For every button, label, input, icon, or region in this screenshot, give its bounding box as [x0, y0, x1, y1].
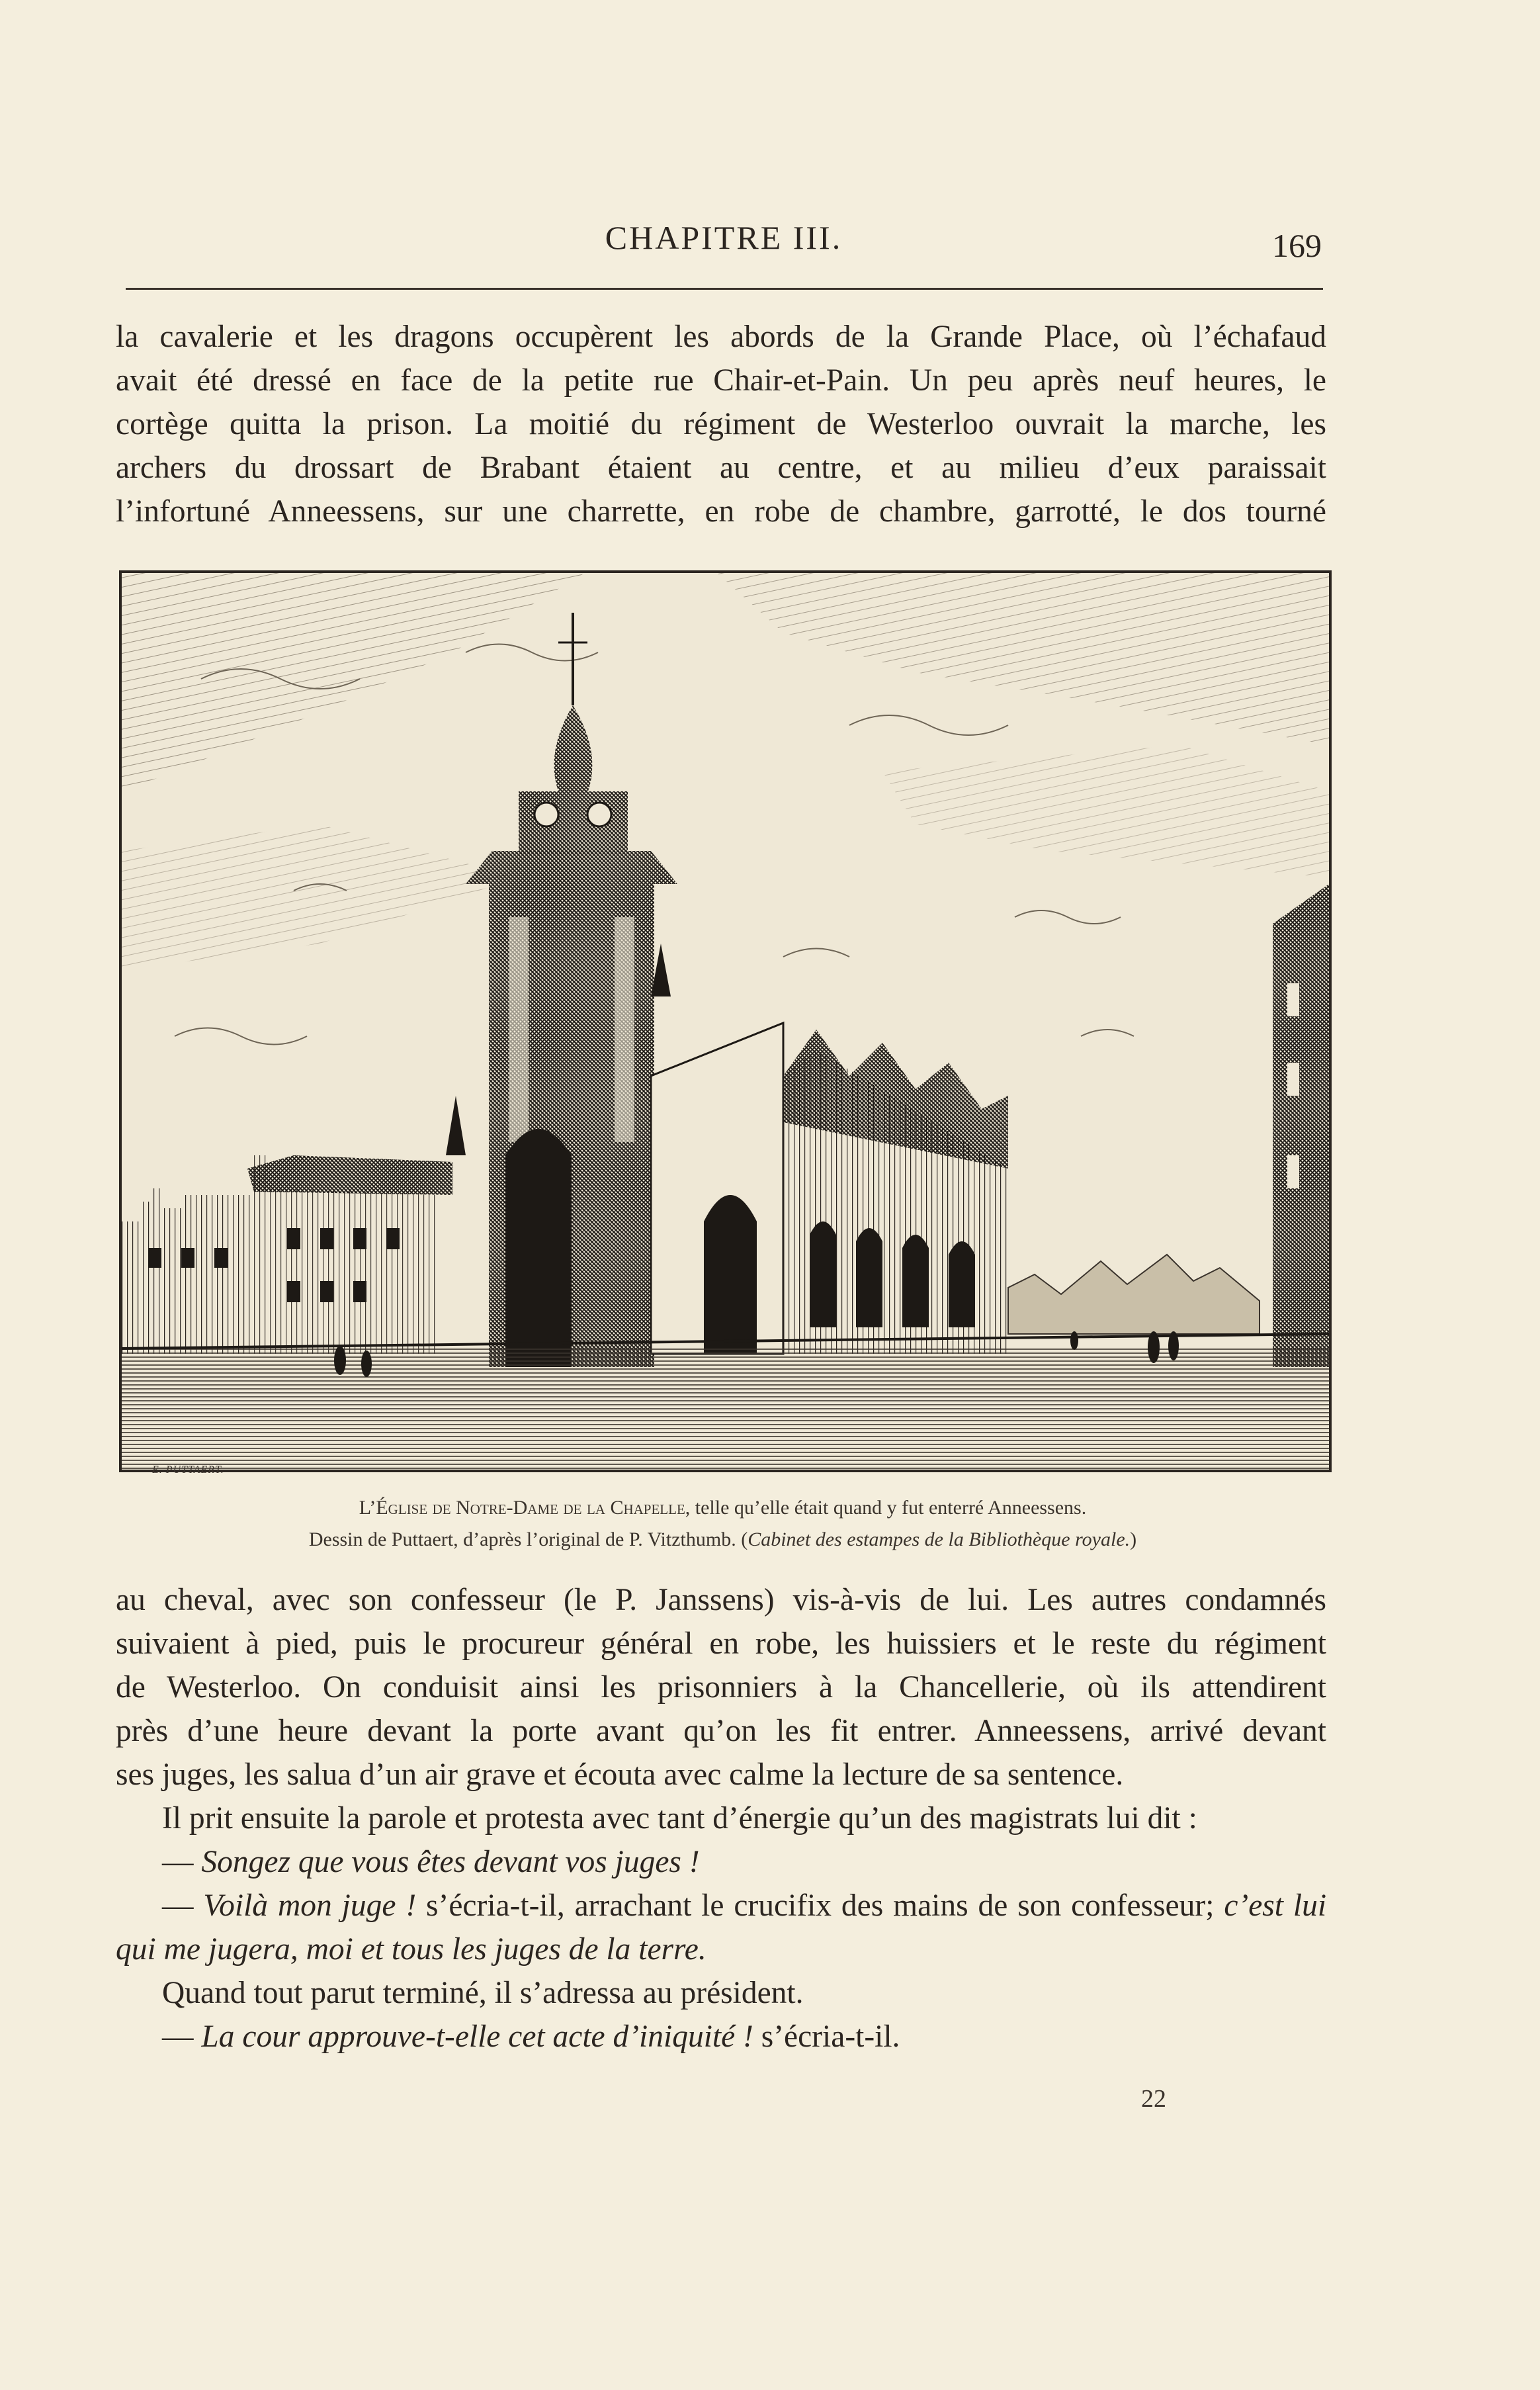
- dialogue-italic: La cour approuve-t-elle cet acte d’iniquité !: [201, 2019, 753, 2054]
- church-engraving-drawing: [122, 573, 1329, 1470]
- dash: —: [162, 1888, 204, 1923]
- text-line: cortège quitta la prison. La moitié du régiment de Westerloo ouvrait la marche, les: [116, 407, 1326, 441]
- text-line: la cavalerie et les dragons occupèrent les abords de la Grande Place, où l’échafaud: [116, 320, 1326, 354]
- dialogue-italic: Voilà mon juge !: [203, 1888, 417, 1923]
- top-paragraph: [116, 315, 1326, 533]
- text-line: ses juges, les salua d’un air grave et écouta avec calme la lecture de sa sentence.: [116, 1757, 1124, 1792]
- text-line: suivaient à pied, puis le procureur général en robe, les huissiers et le reste du régiment: [116, 1626, 1326, 1661]
- text-line: avait été dressé en face de la petite rue Chair-et-Pain. Un peu après neuf heures, le: [116, 363, 1326, 398]
- figure-caption-line2: [119, 1528, 1326, 1551]
- caption-credit: Dessin de Puttaert, d’après l’original de P. Vitzthumb. (: [308, 1528, 748, 1550]
- paragraph: Il prit ensuite la parole et protesta avec tant d’énergie qu’un des magistrats lui dit :: [162, 1801, 1197, 1836]
- text-line: près d’une heure devant la porte avant qu’on les fit entrer. Anneessens, arrivé devant: [116, 1714, 1326, 1748]
- text-line: de Westerloo. On conduisit ainsi les prisonniers à la Chancellerie, où ils attendirent: [116, 1670, 1326, 1704]
- caption-close: ): [1130, 1528, 1137, 1550]
- running-head: [126, 218, 1322, 282]
- paragraph: Quand tout parut terminé, il s’adressa au président.: [162, 1976, 804, 2010]
- dash: —: [162, 1845, 202, 1879]
- dialogue-line: [116, 2015, 1326, 2058]
- dialogue-italic: Songez que vous êtes devant vos juges !: [201, 1845, 700, 1879]
- text-line: archers du drossart de Brabant étaient au centre, et au milieu d’eux paraissait: [116, 451, 1326, 485]
- chapter-title: CHAPITRE III.: [605, 219, 843, 256]
- header-rule: [126, 288, 1323, 290]
- signature-mark: 22: [1141, 2085, 1166, 2113]
- dialogue-italic: c’est lui qui me jugera, moi et tous les juges de la terre.: [116, 1888, 1327, 1967]
- dialogue-text: s’écria-t-il, arrachant le crucifix des mains de son confesseur;: [416, 1888, 1215, 1923]
- bottom-text: [116, 1578, 1326, 2058]
- caption-title: L’Église de Notre-Dame de la Chapelle: [359, 1497, 685, 1519]
- caption-text: , telle qu’elle était quand y fut enterré Anneessens.: [685, 1497, 1087, 1519]
- page-number: 169: [1272, 227, 1322, 264]
- text-line: au cheval, avec son confesseur (le P. Janssens) vis-à-vis de lui. Les autres condamnés: [116, 1583, 1326, 1617]
- caption-source: Cabinet des estampes de la Bibliothèque royale.: [748, 1528, 1131, 1550]
- church-engraving: [119, 570, 1332, 1472]
- engraver-signature: E. PUTTAERT.: [152, 1464, 224, 1476]
- dialogue-paragraph: [116, 1884, 1326, 1971]
- dialogue-text: s’écria-t-il.: [753, 2019, 900, 2054]
- figure-caption-line1: [119, 1497, 1326, 1519]
- dialogue-line: [116, 1840, 1326, 1884]
- text-line: l’infortuné Anneessens, sur une charrette, en robe de chambre, garrotté, le dos tourné: [116, 494, 1326, 529]
- dash: —: [162, 2019, 202, 2054]
